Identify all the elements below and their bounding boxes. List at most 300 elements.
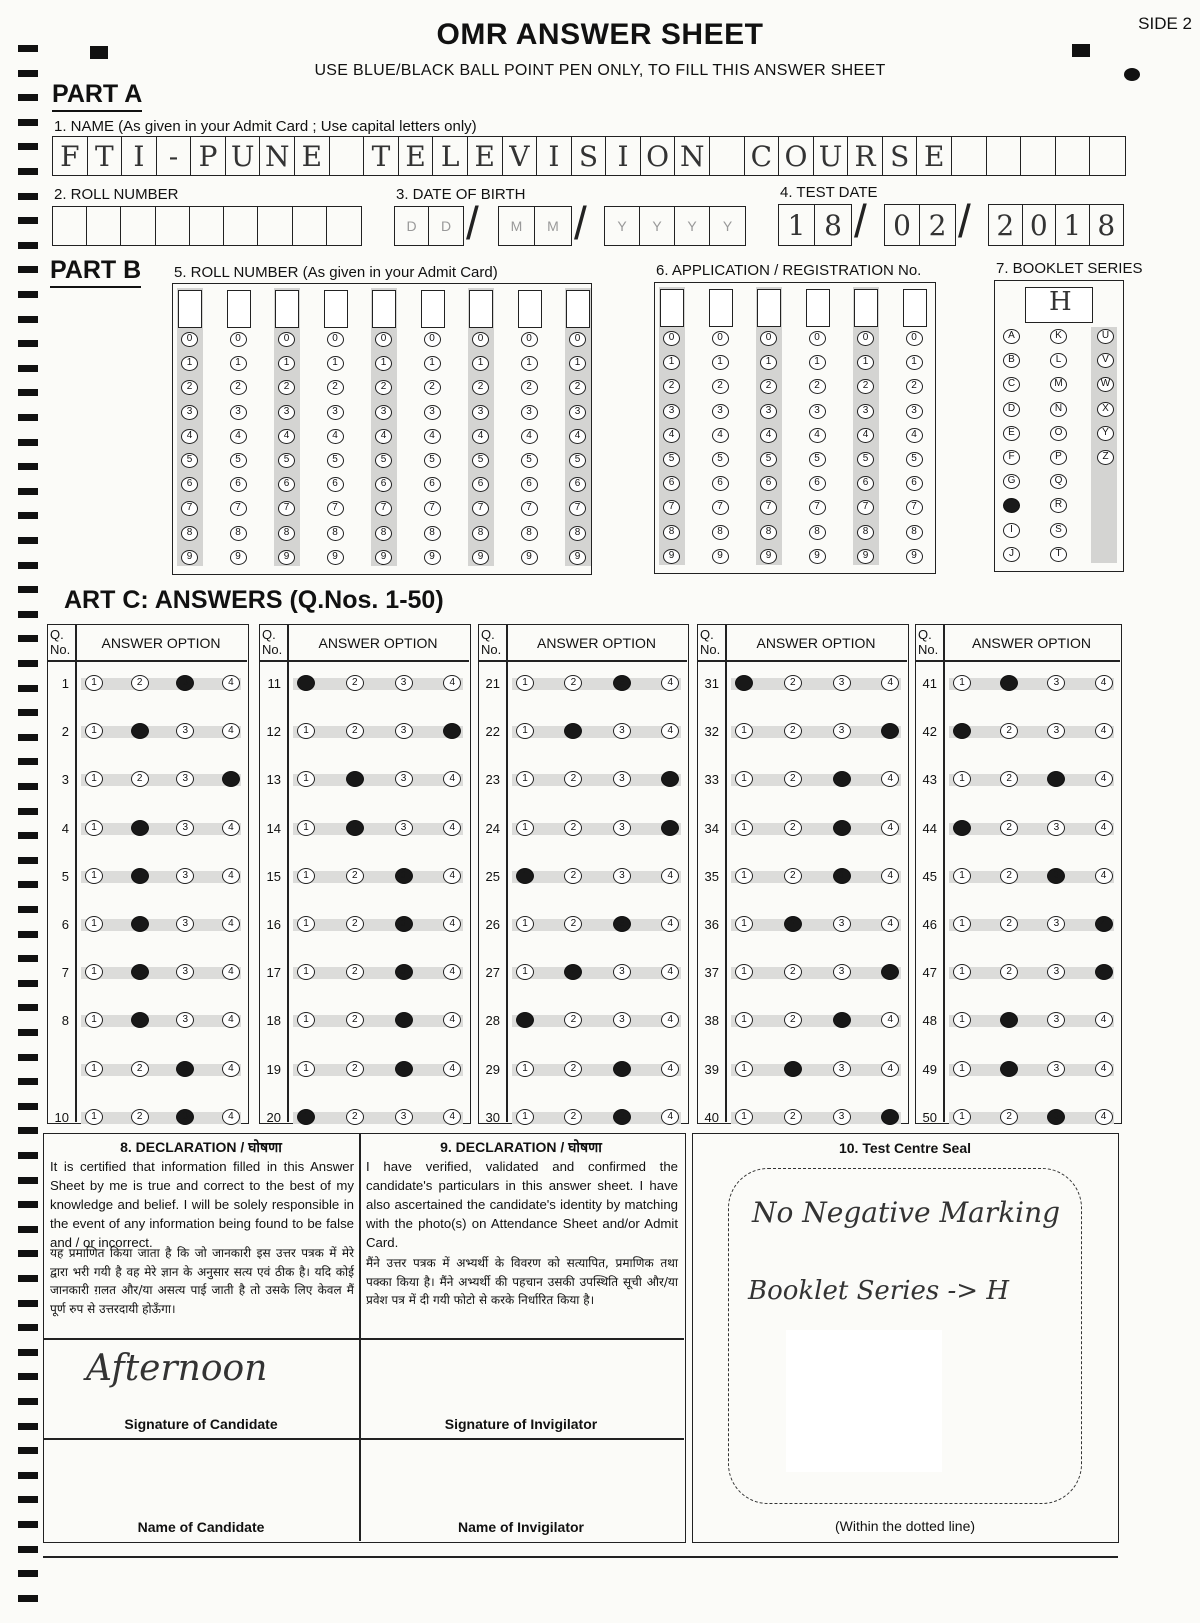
answer-bubble[interactable]: 1: [735, 1061, 753, 1077]
digit-bubble[interactable]: 2: [712, 379, 729, 394]
answer-bubble[interactable]: 1: [953, 675, 971, 691]
digit-write-box[interactable]: [178, 290, 202, 328]
digit-bubble[interactable]: 0: [375, 332, 392, 347]
answer-bubble[interactable]: 2: [784, 1061, 802, 1077]
digit-bubble[interactable]: 2: [906, 379, 923, 394]
digit-bubble[interactable]: 4: [278, 429, 295, 444]
digit-bubble[interactable]: 0: [663, 331, 680, 346]
series-bubble[interactable]: G: [1003, 474, 1020, 489]
char-box[interactable]: V: [503, 137, 538, 175]
char-box[interactable]: Y: [722, 218, 733, 234]
answer-bubble[interactable]: 4: [1095, 1109, 1113, 1125]
answer-bubble[interactable]: 2: [131, 723, 149, 739]
answer-bubble[interactable]: 3: [833, 723, 851, 739]
char-box[interactable]: I: [122, 137, 157, 175]
digit-bubble[interactable]: 5: [906, 452, 923, 467]
answer-bubble[interactable]: 2: [1000, 675, 1018, 691]
digit-bubble[interactable]: 4: [375, 429, 392, 444]
digit-bubble[interactable]: 4: [857, 428, 874, 443]
digit-bubble[interactable]: 9: [278, 550, 295, 565]
answer-bubble[interactable]: 3: [176, 916, 194, 932]
digit-bubble[interactable]: 1: [327, 356, 344, 371]
series-bubble[interactable]: X: [1097, 402, 1114, 417]
digit-bubble[interactable]: 8: [663, 525, 680, 540]
digit-write-box[interactable]: [660, 289, 684, 327]
answer-bubble[interactable]: 1: [953, 1109, 971, 1125]
digit-bubble[interactable]: 8: [424, 526, 441, 541]
answer-bubble[interactable]: 3: [1047, 1109, 1065, 1125]
answer-bubble[interactable]: 4: [661, 771, 679, 787]
answer-bubble[interactable]: 2: [131, 916, 149, 932]
digit-write-box[interactable]: [518, 290, 542, 328]
char-box[interactable]: U: [814, 137, 849, 175]
answer-bubble[interactable]: 1: [516, 964, 534, 980]
digit-bubble[interactable]: 5: [230, 453, 247, 468]
digit-bubble[interactable]: 3: [857, 404, 874, 419]
digit-bubble[interactable]: 6: [181, 477, 198, 492]
answer-bubble[interactable]: 1: [516, 771, 534, 787]
answer-bubble[interactable]: 4: [443, 964, 461, 980]
answer-bubble[interactable]: 1: [85, 771, 103, 787]
char-box[interactable]: [952, 137, 987, 175]
answer-bubble[interactable]: 2: [784, 771, 802, 787]
digit-bubble[interactable]: 6: [230, 477, 247, 492]
digit-bubble[interactable]: 1: [857, 355, 874, 370]
answer-bubble[interactable]: 3: [1047, 916, 1065, 932]
answer-bubble[interactable]: 1: [735, 771, 753, 787]
answer-bubble[interactable]: 4: [222, 964, 240, 980]
answer-bubble[interactable]: 4: [443, 916, 461, 932]
test-month-boxes[interactable]: [884, 204, 956, 246]
char-box[interactable]: P: [191, 137, 226, 175]
answer-bubble[interactable]: 3: [176, 723, 194, 739]
dob-year-boxes[interactable]: [604, 206, 746, 246]
answer-bubble[interactable]: 2: [346, 1012, 364, 1028]
digit-bubble[interactable]: 9: [181, 550, 198, 565]
digit-bubble[interactable]: 1: [181, 356, 198, 371]
digit-bubble[interactable]: 7: [278, 501, 295, 516]
answer-bubble[interactable]: 4: [881, 916, 899, 932]
char-box[interactable]: [330, 137, 365, 175]
answer-bubble[interactable]: 4: [1095, 820, 1113, 836]
roll-number-bubble-grid[interactable]: [172, 283, 592, 575]
answer-bubble[interactable]: 3: [1047, 1061, 1065, 1077]
digit-bubble[interactable]: 0: [712, 331, 729, 346]
char-box[interactable]: Y: [675, 207, 710, 245]
digit-bubble[interactable]: 3: [327, 405, 344, 420]
answer-bubble[interactable]: 4: [1095, 771, 1113, 787]
digit-bubble[interactable]: 0: [521, 332, 538, 347]
series-bubble[interactable]: H: [1003, 498, 1020, 513]
char-box[interactable]: S: [883, 137, 918, 175]
digit-bubble[interactable]: 8: [857, 525, 874, 540]
test-year-boxes[interactable]: [988, 204, 1124, 246]
answer-bubble[interactable]: 3: [395, 964, 413, 980]
answer-bubble[interactable]: 4: [661, 1109, 679, 1125]
char-box[interactable]: [224, 207, 258, 245]
digit-bubble[interactable]: 5: [521, 453, 538, 468]
digit-bubble[interactable]: 6: [760, 476, 777, 491]
answer-bubble[interactable]: 3: [833, 820, 851, 836]
answer-bubble[interactable]: 4: [661, 723, 679, 739]
answer-bubble[interactable]: 1: [516, 868, 534, 884]
digit-bubble[interactable]: 7: [424, 501, 441, 516]
digit-bubble[interactable]: 6: [712, 476, 729, 491]
answer-bubble[interactable]: 3: [1047, 675, 1065, 691]
answer-bubble[interactable]: 3: [176, 868, 194, 884]
answer-bubble[interactable]: 2: [784, 723, 802, 739]
answer-bubble[interactable]: 3: [395, 1061, 413, 1077]
series-bubble[interactable]: E: [1003, 426, 1020, 441]
digit-bubble[interactable]: 8: [760, 525, 777, 540]
digit-bubble[interactable]: 7: [375, 501, 392, 516]
answer-bubble[interactable]: 4: [881, 1012, 899, 1028]
answer-bubble[interactable]: 4: [443, 1109, 461, 1125]
digit-bubble[interactable]: 7: [712, 500, 729, 515]
answer-bubble[interactable]: 2: [1000, 964, 1018, 980]
answer-bubble[interactable]: 4: [661, 868, 679, 884]
answer-bubble[interactable]: 2: [346, 916, 364, 932]
answer-bubble[interactable]: 2: [131, 1109, 149, 1125]
answer-bubble[interactable]: 1: [516, 675, 534, 691]
answer-bubble[interactable]: 2: [131, 868, 149, 884]
char-box[interactable]: [190, 207, 224, 245]
digit-bubble[interactable]: 8: [521, 526, 538, 541]
digit-bubble[interactable]: 7: [760, 500, 777, 515]
digit-bubble[interactable]: 9: [857, 549, 874, 564]
digit-write-box[interactable]: [421, 290, 445, 328]
answer-bubble[interactable]: 3: [613, 675, 631, 691]
digit-bubble[interactable]: 5: [809, 452, 826, 467]
answer-bubble[interactable]: 1: [735, 820, 753, 836]
answer-bubble[interactable]: 1: [953, 820, 971, 836]
digit-bubble[interactable]: 9: [760, 549, 777, 564]
char-box[interactable]: [87, 207, 121, 245]
answer-bubble[interactable]: 2: [346, 868, 364, 884]
char-box[interactable]: M: [547, 218, 559, 234]
digit-bubble[interactable]: 0: [230, 332, 247, 347]
answer-bubble[interactable]: 1: [735, 964, 753, 980]
answer-bubble[interactable]: 2: [346, 820, 364, 836]
answer-bubble[interactable]: 4: [443, 868, 461, 884]
digit-write-box[interactable]: [372, 290, 396, 328]
answer-bubble[interactable]: 2: [131, 771, 149, 787]
answer-bubble[interactable]: 4: [222, 771, 240, 787]
answer-bubble[interactable]: 4: [443, 675, 461, 691]
answer-bubble[interactable]: 4: [1095, 1012, 1113, 1028]
digit-bubble[interactable]: 8: [472, 526, 489, 541]
digit-bubble[interactable]: 3: [663, 404, 680, 419]
answer-bubble[interactable]: 2: [346, 771, 364, 787]
digit-bubble[interactable]: 3: [472, 405, 489, 420]
answer-bubble[interactable]: 4: [881, 964, 899, 980]
answer-bubble[interactable]: 1: [85, 675, 103, 691]
digit-bubble[interactable]: 5: [375, 453, 392, 468]
answer-bubble[interactable]: 2: [1000, 820, 1018, 836]
char-box[interactable]: E: [295, 137, 330, 175]
answer-bubble[interactable]: 2: [346, 723, 364, 739]
answer-bubble[interactable]: 1: [735, 723, 753, 739]
series-bubble[interactable]: N: [1050, 402, 1067, 417]
digit-bubble[interactable]: 0: [327, 332, 344, 347]
answer-bubble[interactable]: 2: [1000, 723, 1018, 739]
digit-bubble[interactable]: 9: [424, 550, 441, 565]
digit-bubble[interactable]: 9: [472, 550, 489, 565]
digit-bubble[interactable]: 6: [809, 476, 826, 491]
series-bubble[interactable]: B: [1003, 353, 1020, 368]
series-bubble[interactable]: C: [1003, 377, 1020, 392]
answer-bubble[interactable]: 2: [784, 675, 802, 691]
char-box[interactable]: I: [606, 137, 641, 175]
char-box[interactable]: Y: [605, 207, 640, 245]
char-box[interactable]: 0: [1023, 205, 1057, 245]
digit-bubble[interactable]: 2: [857, 379, 874, 394]
answer-bubble[interactable]: 1: [297, 1109, 315, 1125]
answer-bubble[interactable]: 3: [1047, 723, 1065, 739]
digit-bubble[interactable]: 0: [906, 331, 923, 346]
answer-bubble[interactable]: 4: [881, 1109, 899, 1125]
answer-bubble[interactable]: 4: [661, 1061, 679, 1077]
digit-bubble[interactable]: 1: [424, 356, 441, 371]
digit-write-box[interactable]: [903, 289, 927, 327]
answer-bubble[interactable]: 1: [953, 771, 971, 787]
answer-bubble[interactable]: 1: [953, 964, 971, 980]
answer-bubble[interactable]: 2: [131, 820, 149, 836]
answer-bubble[interactable]: 3: [395, 868, 413, 884]
digit-bubble[interactable]: 8: [712, 525, 729, 540]
digit-bubble[interactable]: 1: [663, 355, 680, 370]
answer-bubble[interactable]: 1: [953, 868, 971, 884]
series-bubble[interactable]: O: [1050, 426, 1067, 441]
answer-bubble[interactable]: 3: [833, 1061, 851, 1077]
digit-bubble[interactable]: 8: [906, 525, 923, 540]
digit-bubble[interactable]: 9: [375, 550, 392, 565]
digit-bubble[interactable]: 8: [230, 526, 247, 541]
answer-bubble[interactable]: 1: [297, 771, 315, 787]
application-number-bubble-grid[interactable]: [654, 282, 936, 574]
answer-bubble[interactable]: 2: [564, 964, 582, 980]
answer-bubble[interactable]: 1: [953, 916, 971, 932]
series-bubble[interactable]: W: [1097, 377, 1114, 392]
char-box[interactable]: 8: [824, 208, 842, 242]
answer-bubble[interactable]: 4: [222, 868, 240, 884]
answer-bubble[interactable]: 4: [222, 1109, 240, 1125]
digit-bubble[interactable]: 5: [424, 453, 441, 468]
answer-bubble[interactable]: 1: [735, 675, 753, 691]
answer-bubble[interactable]: 3: [395, 1109, 413, 1125]
answer-bubble[interactable]: 2: [564, 1012, 582, 1028]
series-bubble[interactable]: F: [1003, 450, 1020, 465]
answer-bubble[interactable]: 3: [833, 964, 851, 980]
series-bubble[interactable]: Q: [1050, 474, 1067, 489]
char-box[interactable]: 1: [1056, 205, 1090, 245]
char-box[interactable]: D: [395, 207, 429, 245]
series-bubble[interactable]: D: [1003, 402, 1020, 417]
digit-bubble[interactable]: 4: [712, 428, 729, 443]
digit-bubble[interactable]: 6: [424, 477, 441, 492]
dob-day-boxes[interactable]: [394, 206, 464, 246]
digit-bubble[interactable]: 2: [327, 380, 344, 395]
series-bubble[interactable]: J: [1003, 547, 1020, 562]
digit-bubble[interactable]: 2: [760, 379, 777, 394]
digit-bubble[interactable]: 2: [569, 380, 586, 395]
digit-bubble[interactable]: 6: [663, 476, 680, 491]
digit-bubble[interactable]: 4: [181, 429, 198, 444]
digit-bubble[interactable]: 4: [906, 428, 923, 443]
answer-bubble[interactable]: 1: [85, 1109, 103, 1125]
answer-bubble[interactable]: 3: [613, 1012, 631, 1028]
answer-bubble[interactable]: 2: [564, 1061, 582, 1077]
char-box[interactable]: C: [745, 137, 780, 175]
answer-bubble[interactable]: 2: [131, 1012, 149, 1028]
series-bubble[interactable]: V: [1097, 353, 1114, 368]
series-bubble[interactable]: R: [1050, 498, 1067, 513]
answer-bubble[interactable]: 1: [85, 868, 103, 884]
answer-bubble[interactable]: 3: [833, 916, 851, 932]
answer-bubble[interactable]: 4: [1095, 916, 1113, 932]
answer-bubble[interactable]: 1: [735, 916, 753, 932]
char-box[interactable]: E: [917, 137, 952, 175]
char-box[interactable]: I: [537, 137, 572, 175]
digit-write-box[interactable]: [566, 290, 590, 328]
digit-bubble[interactable]: 0: [760, 331, 777, 346]
digit-bubble[interactable]: 3: [712, 404, 729, 419]
char-box[interactable]: N: [260, 137, 295, 175]
digit-bubble[interactable]: 0: [569, 332, 586, 347]
answer-bubble[interactable]: 4: [881, 771, 899, 787]
digit-bubble[interactable]: 4: [230, 429, 247, 444]
answer-bubble[interactable]: 2: [346, 1109, 364, 1125]
booklet-series-bubble-grid[interactable]: [994, 280, 1124, 572]
test-day-boxes[interactable]: [778, 204, 852, 246]
series-bubble[interactable]: Z: [1097, 450, 1114, 465]
answer-bubble[interactable]: 3: [833, 675, 851, 691]
char-box[interactable]: O: [641, 137, 676, 175]
char-box[interactable]: 2: [928, 208, 947, 242]
digit-bubble[interactable]: 3: [181, 405, 198, 420]
digit-bubble[interactable]: 4: [327, 429, 344, 444]
answer-bubble[interactable]: 3: [176, 1012, 194, 1028]
answer-bubble[interactable]: 3: [176, 675, 194, 691]
answer-bubble[interactable]: 3: [395, 916, 413, 932]
char-box[interactable]: E: [399, 137, 434, 175]
digit-bubble[interactable]: 9: [906, 549, 923, 564]
digit-bubble[interactable]: 7: [569, 501, 586, 516]
char-box[interactable]: 8: [1097, 208, 1116, 242]
digit-bubble[interactable]: 0: [424, 332, 441, 347]
char-box[interactable]: 0: [885, 205, 920, 245]
digit-bubble[interactable]: 8: [375, 526, 392, 541]
digit-bubble[interactable]: 3: [521, 405, 538, 420]
series-bubble[interactable]: K: [1050, 329, 1067, 344]
answer-bubble[interactable]: 4: [661, 675, 679, 691]
char-box[interactable]: [121, 207, 155, 245]
answer-bubble[interactable]: 2: [1000, 868, 1018, 884]
digit-bubble[interactable]: 6: [906, 476, 923, 491]
digit-bubble[interactable]: 7: [181, 501, 198, 516]
digit-bubble[interactable]: 4: [809, 428, 826, 443]
answer-bubble[interactable]: 2: [784, 820, 802, 836]
digit-write-box[interactable]: [275, 290, 299, 328]
digit-bubble[interactable]: 4: [521, 429, 538, 444]
digit-bubble[interactable]: 1: [472, 356, 489, 371]
answer-bubble[interactable]: 3: [613, 723, 631, 739]
char-box[interactable]: F: [53, 137, 88, 175]
char-box[interactable]: -: [157, 137, 192, 175]
roll-number-boxes[interactable]: [52, 206, 362, 246]
char-box[interactable]: O: [779, 137, 814, 175]
digit-write-box[interactable]: [469, 290, 493, 328]
answer-bubble[interactable]: 2: [564, 916, 582, 932]
answer-bubble[interactable]: 3: [176, 1109, 194, 1125]
digit-bubble[interactable]: 2: [521, 380, 538, 395]
digit-bubble[interactable]: 5: [760, 452, 777, 467]
digit-bubble[interactable]: 7: [663, 500, 680, 515]
answer-bubble[interactable]: 1: [735, 868, 753, 884]
char-box[interactable]: R: [848, 137, 883, 175]
answer-bubble[interactable]: 4: [222, 820, 240, 836]
char-box[interactable]: [1090, 137, 1125, 175]
answer-bubble[interactable]: 2: [564, 771, 582, 787]
digit-bubble[interactable]: 4: [472, 429, 489, 444]
digit-bubble[interactable]: 1: [521, 356, 538, 371]
digit-bubble[interactable]: 8: [181, 526, 198, 541]
answer-bubble[interactable]: 2: [131, 675, 149, 691]
digit-bubble[interactable]: 2: [278, 380, 295, 395]
answer-bubble[interactable]: 4: [881, 820, 899, 836]
answer-bubble[interactable]: 2: [784, 1109, 802, 1125]
answer-bubble[interactable]: 4: [661, 916, 679, 932]
series-bubble[interactable]: U: [1097, 329, 1114, 344]
answer-bubble[interactable]: 4: [661, 820, 679, 836]
answer-bubble[interactable]: 2: [784, 868, 802, 884]
digit-bubble[interactable]: 7: [327, 501, 344, 516]
answer-bubble[interactable]: 2: [1000, 1109, 1018, 1125]
answer-bubble[interactable]: 1: [735, 1109, 753, 1125]
answer-bubble[interactable]: 3: [833, 1012, 851, 1028]
digit-write-box[interactable]: [806, 289, 830, 327]
answer-bubble[interactable]: 3: [613, 820, 631, 836]
answer-bubble[interactable]: 2: [784, 964, 802, 980]
answer-bubble[interactable]: 1: [516, 820, 534, 836]
digit-bubble[interactable]: 4: [569, 429, 586, 444]
answer-bubble[interactable]: 3: [613, 1061, 631, 1077]
digit-bubble[interactable]: 2: [230, 380, 247, 395]
digit-bubble[interactable]: 6: [327, 477, 344, 492]
char-box[interactable]: U: [226, 137, 261, 175]
char-box[interactable]: M: [499, 207, 535, 245]
digit-bubble[interactable]: 6: [521, 477, 538, 492]
digit-bubble[interactable]: 2: [663, 379, 680, 394]
digit-bubble[interactable]: 5: [857, 452, 874, 467]
digit-bubble[interactable]: 3: [230, 405, 247, 420]
char-box[interactable]: 1: [779, 205, 815, 245]
digit-bubble[interactable]: 3: [906, 404, 923, 419]
answer-bubble[interactable]: 3: [833, 1109, 851, 1125]
digit-bubble[interactable]: 1: [712, 355, 729, 370]
digit-bubble[interactable]: 9: [521, 550, 538, 565]
answer-bubble[interactable]: 1: [953, 723, 971, 739]
series-bubble[interactable]: L: [1050, 353, 1067, 368]
digit-bubble[interactable]: 6: [278, 477, 295, 492]
digit-bubble[interactable]: 0: [472, 332, 489, 347]
digit-bubble[interactable]: 5: [712, 452, 729, 467]
digit-bubble[interactable]: 0: [181, 332, 198, 347]
char-box[interactable]: [156, 207, 190, 245]
answer-bubble[interactable]: 3: [176, 771, 194, 787]
digit-bubble[interactable]: 3: [424, 405, 441, 420]
digit-bubble[interactable]: 4: [760, 428, 777, 443]
